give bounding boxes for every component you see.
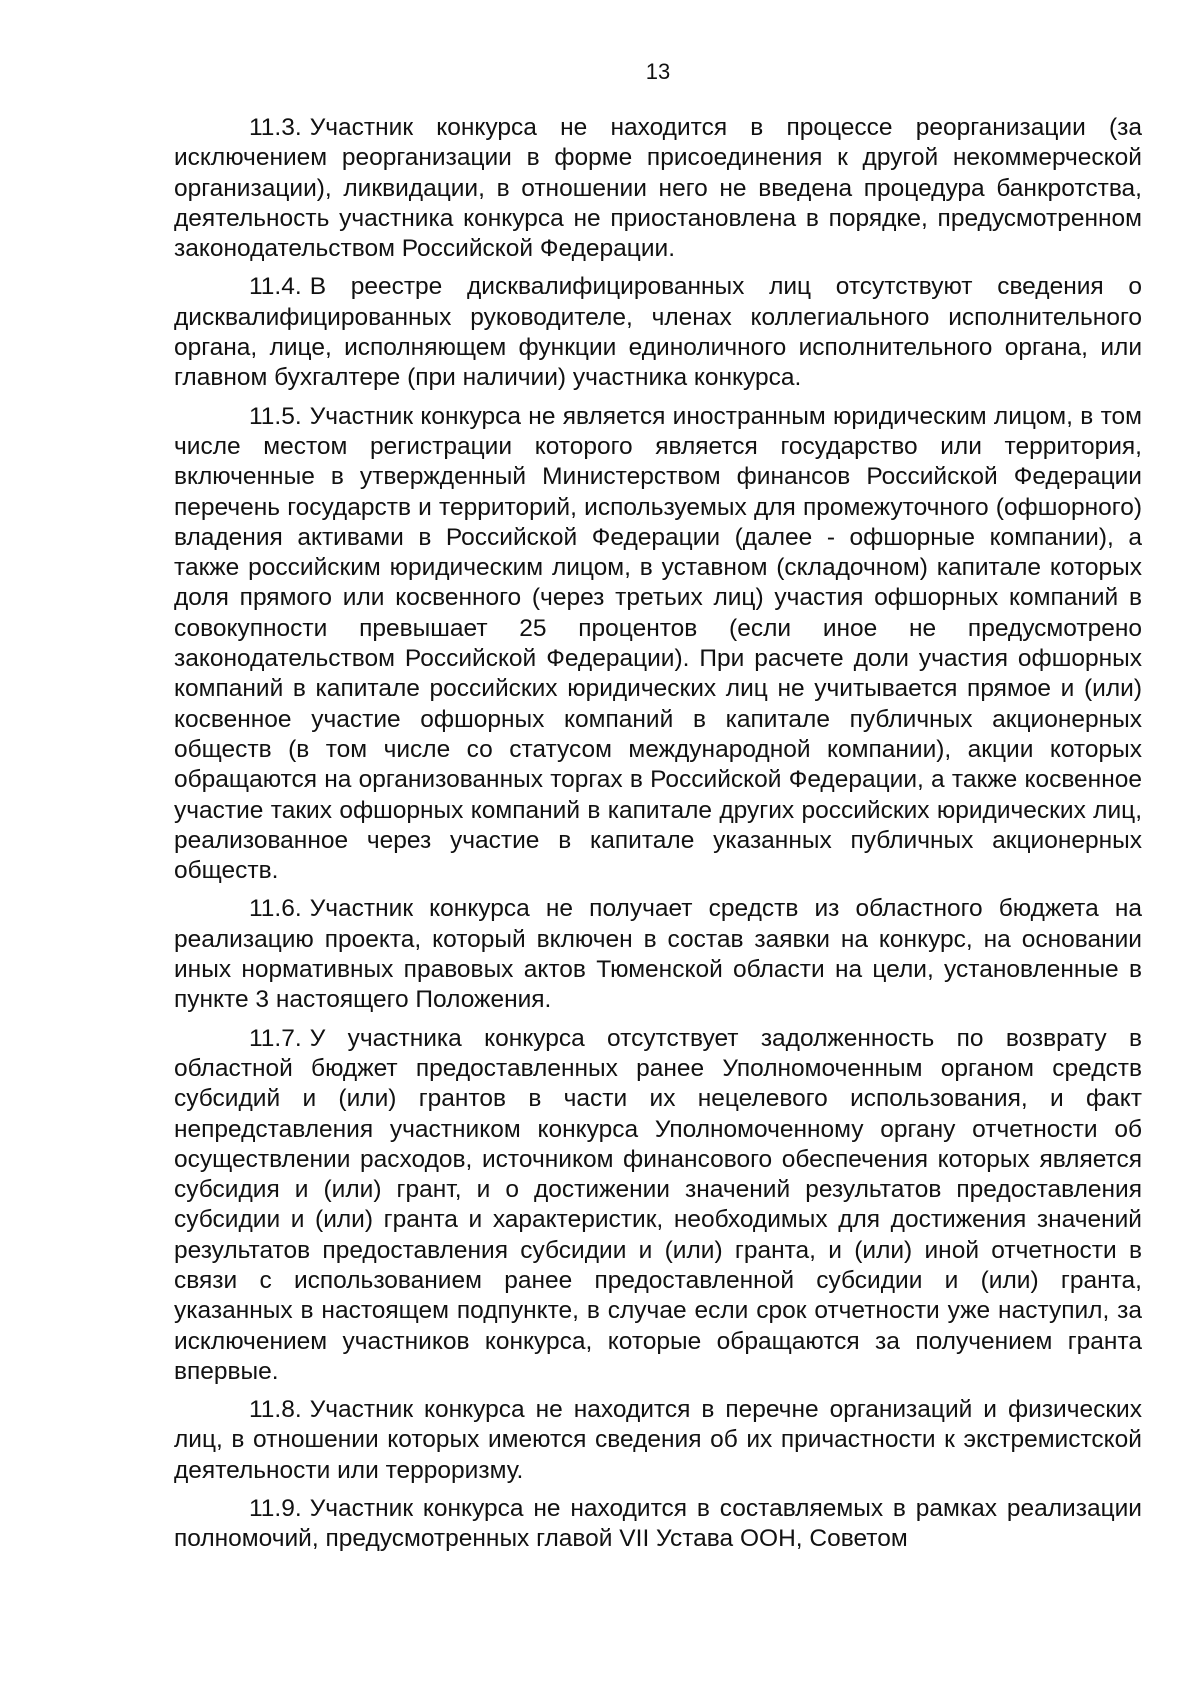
paragraph-number: 11.8. (249, 1396, 302, 1424)
paragraph-11-6 (174, 894, 1142, 1015)
paragraph-11-7 (174, 1024, 1142, 1388)
paragraph-11-8 (174, 1395, 1142, 1486)
paragraph-text: Участник конкурса не находится в перечне организаций и физических лиц, в отношении которых имеются сведения об их причастности к экстремистской деятельности или терроризму. (174, 1396, 1142, 1484)
paragraph-number: 11.6. (249, 895, 302, 923)
paragraph-text: Участник конкурса не получает средств из областного бюджета на реализацию проекта, который включен в состав заявки на конкурс, на основании иных нормативных правовых актов Тюменской области на цели, установленные в пункте 3 настоящего Положения. (174, 895, 1142, 1014)
paragraph-11-5 (174, 402, 1142, 887)
paragraph-number: 11.9. (249, 1495, 302, 1523)
paragraph-text: Участник конкурса не находится в процессе реорганизации (за исключением реорганизации в форме присоединения к другой некоммерческой организации), ликвидации, в отношении него не введена процедура банкротства, деятельность участника конкурса не приостановлена в порядке, предусмотренном законодательством Российской Федерации. (174, 114, 1142, 263)
paragraph-text: У участника конкурса отсутствует задолженность по возврату в областной бюджет предоставленных ранее Уполномоченным органом средств субсидий и (или) грантов в части их нецелевого использования, и факт непредставления участником конкурса Уполномоченному органу отчетности об осуществлении расходов, источником финансового обеспечения которых является субсидия и (или) грант, и о достижении значений результатов предоставления субсидии и (или) гранта и характеристик, необходимых для достижения значений результатов предоставления субсидии и (или) гранта, и (или) иной отчетности в связи с использованием ранее предоставленной субсидии и (или) гранта, указанных в настоящем подпункте, в случае если срок отчетности уже наступил, за исключением участников конкурса, которые обращаются за получением гранта впервые. (174, 1024, 1142, 1385)
paragraph-11-4 (174, 272, 1142, 393)
page-number: 13 (645, 59, 671, 84)
paragraph-text: В реестре дисквалифицированных лиц отсутствуют сведения о дисквалифицированных руководителе, членах коллегиального исполнительного органа, лице, исполняющем функции единоличного исполнительного органа, или главном бухгалтере (при наличии) участника конкурса. (174, 273, 1142, 392)
paragraph-number: 11.4. (249, 273, 302, 301)
paragraph-11-9 (174, 1494, 1142, 1555)
paragraph-text: Участник конкурса не является иностранным юридическим лицом, в том числе местом регистрации которого является государство или территория, включенные в утвержденный Министерством финансов Российской Федерации перечень государств и территорий, используемых для промежуточного (офшорного) владения активами в Российской Федерации (далее - офшорные компании), а также российским юридическим лицом, в уставном (складочном) капитале которых доля прямого или косвенного (через третьих лиц) участия офшорных компаний в совокупности превышает 25 процентов (если иное не предусмотрено законодательством Российской Федерации). При расчете доли участия офшорных компаний в капитале российских юридических лиц не учитывается прямое и (или) косвенное участие офшорных компаний в капитале публичных акционерных обществ (в том числе со статусом международной компании), акции которых обращаются на организованных торгах в Российской Федерации, а также косвенное участие таких офшорных компаний в капитале других российских юридических лиц, реализованное через участие в капитале указанных публичных акционерных обществ. (174, 402, 1142, 885)
document-body (174, 113, 1142, 1563)
paragraph-number: 11.3. (249, 114, 302, 141)
paragraph-text: Участник конкурса не находится в составляемых в рамках реализации полномочий, предусмотренных главой VII Устава ООН, Советом (174, 1495, 1142, 1553)
paragraph-number: 11.7. (249, 1024, 302, 1052)
paragraph-number: 11.5. (249, 402, 302, 430)
paragraph-11-3 (174, 113, 1142, 264)
